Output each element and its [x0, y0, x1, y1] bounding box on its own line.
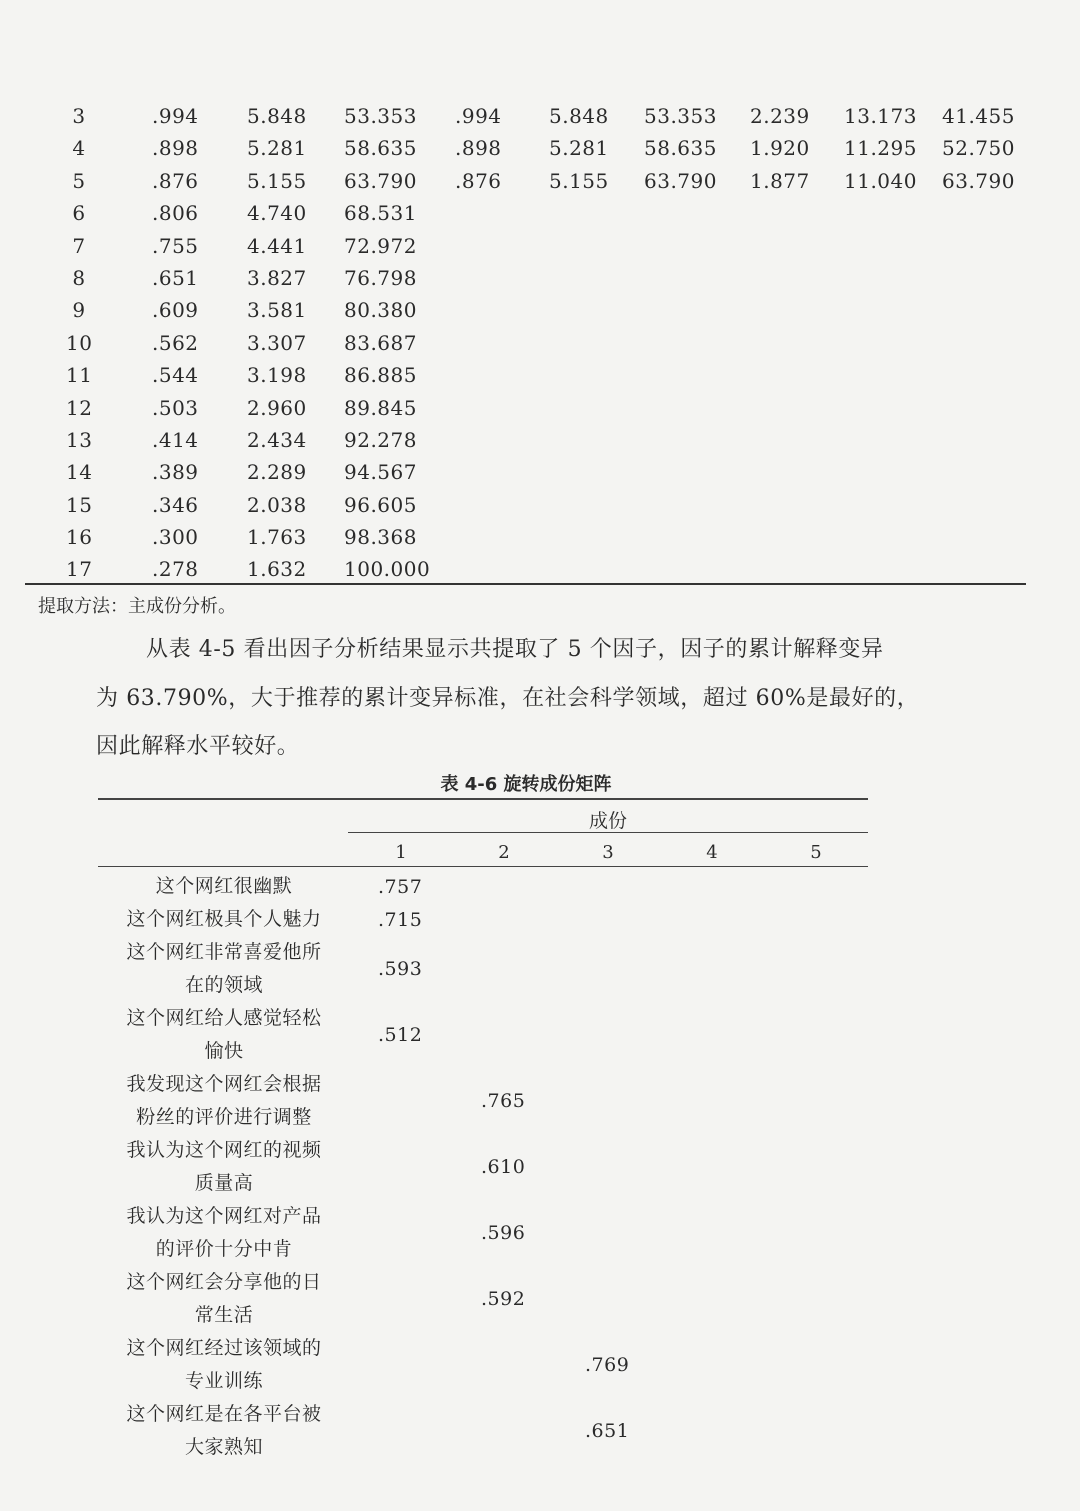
loading-value: .651 [585, 1420, 630, 1442]
group-header-rule [348, 832, 868, 833]
variance-table [0, 100, 1080, 586]
table-row [0, 456, 1080, 488]
item-label-line: 在的领域 [184, 974, 263, 996]
table-row [0, 1132, 1080, 1198]
item-label [108, 903, 340, 936]
table-cell: 5 [72, 168, 86, 193]
item-label [108, 870, 340, 903]
item-label-line: 粉丝的评价进行调整 [136, 1106, 312, 1128]
table-cell: 2.239 [750, 104, 810, 128]
table-row [0, 424, 1080, 456]
column-header: 5 [810, 842, 822, 863]
table-cell: 52.750 [942, 136, 1015, 161]
table-cell: 5.281 [549, 136, 609, 161]
table-cell: 16 [66, 525, 93, 550]
table-cell: .651 [152, 265, 199, 290]
table-cell: 53.353 [644, 104, 717, 128]
table-row [0, 489, 1080, 521]
item-label-line: 专业训练 [184, 1370, 263, 1392]
table-row [0, 1396, 1080, 1462]
table-cell: 13.173 [844, 104, 917, 128]
table-cell: 11.040 [844, 168, 917, 193]
table-cell: .503 [152, 395, 199, 420]
table-cell: 53.353 [344, 104, 417, 128]
item-label [108, 1398, 340, 1464]
item-label-line: 这个网红是在各平台被 [126, 1403, 322, 1425]
column-header: 1 [395, 842, 407, 863]
loading-value: .512 [378, 1024, 423, 1046]
table-row [0, 553, 1080, 585]
table-row [0, 359, 1080, 391]
table-cell: 3 [72, 104, 86, 128]
table-cell: 11.295 [844, 136, 917, 161]
table-cell: .898 [152, 136, 199, 161]
table-cell: 3.198 [247, 363, 307, 388]
table-cell: 98.368 [344, 525, 417, 550]
table-cell: .346 [152, 492, 199, 517]
table-row [0, 262, 1080, 294]
table-cell: 41.455 [942, 104, 1015, 128]
table-cell: 89.845 [344, 395, 417, 420]
table-cell: .876 [455, 168, 502, 193]
item-label-line: 的评价十分中肯 [155, 1238, 293, 1260]
table-cell: 92.278 [344, 427, 417, 452]
table-cell: 96.605 [344, 492, 417, 517]
table-row [0, 327, 1080, 359]
extraction-method-note: 提取方法：主成份分析。 [38, 596, 236, 617]
table-row [0, 392, 1080, 424]
table-cell: .414 [152, 427, 199, 452]
item-label-line: 我认为这个网红的视频 [126, 1139, 322, 1161]
table-cell: 7 [72, 233, 86, 258]
table-cell: 1.632 [247, 557, 307, 582]
table-cell: .389 [152, 460, 199, 485]
table-row [0, 1264, 1080, 1330]
table-cell: 1.763 [247, 525, 307, 550]
loading-value: .757 [378, 875, 423, 898]
column-header: 3 [602, 842, 614, 863]
table-row [0, 100, 1080, 132]
item-label-line: 这个网红会分享他的日 [126, 1271, 322, 1293]
table-cell: 63.790 [644, 168, 717, 193]
table-cell: .278 [152, 557, 199, 582]
table-cell: .876 [152, 168, 199, 193]
table-cell: .562 [152, 330, 199, 355]
item-label-line: 常生活 [194, 1304, 254, 1326]
table-cell: 2.434 [247, 427, 307, 452]
table-cell: .994 [152, 104, 199, 128]
table-cell: .300 [152, 525, 199, 550]
table-title [0, 770, 1080, 796]
item-label-line: 大家熟知 [184, 1436, 263, 1458]
table-cell: 83.687 [344, 330, 417, 355]
item-label [108, 1002, 340, 1068]
paragraph-line-1: 从表 4-5 看出因子分析结果显示共提取了 5 个因子，因子的累计解释变异 [146, 637, 884, 662]
item-label [108, 1200, 340, 1266]
table-cell: 1.877 [750, 168, 810, 193]
loading-value: .592 [481, 1288, 526, 1310]
table-cell: 72.972 [344, 233, 417, 258]
table-cell: 58.635 [344, 136, 417, 161]
table-row [0, 1198, 1080, 1264]
table-cell: 2.960 [247, 395, 307, 420]
item-label [108, 1332, 340, 1398]
table-cell: 63.790 [942, 168, 1015, 193]
table-cell: .994 [455, 104, 502, 128]
table-cell: 4 [72, 136, 86, 161]
item-label-line: 这个网红经过该领域的 [126, 1337, 322, 1359]
table-cell: 8 [72, 265, 86, 290]
table-cell: 3.307 [247, 330, 307, 355]
loading-value: .596 [481, 1222, 526, 1244]
table-row [0, 132, 1080, 164]
table-cell: 11 [66, 363, 93, 388]
table-row [0, 294, 1080, 326]
table-cell: .898 [455, 136, 502, 161]
table-row [0, 230, 1080, 262]
item-label-line: 这个网红给人感觉轻松 [126, 1007, 322, 1029]
table-top-rule [98, 798, 868, 800]
item-label [108, 1266, 340, 1332]
table-cell: 3.827 [247, 265, 307, 290]
table-row [0, 1000, 1080, 1066]
item-label-line: 质量高 [194, 1172, 254, 1194]
table-cell: 3.581 [247, 298, 307, 323]
table-row [0, 197, 1080, 229]
item-label-line: 愉快 [204, 1040, 244, 1062]
table-cell: 5.155 [247, 168, 307, 193]
item-label-line: 我认为这个网红对产品 [126, 1205, 322, 1227]
table-cell: 14 [66, 460, 93, 485]
paragraph-line-3: 因此解释水平较好。 [96, 734, 300, 759]
table-cell: 6 [72, 201, 86, 226]
table-cell: 15 [66, 492, 93, 517]
table-cell: 13 [66, 427, 93, 452]
item-label [108, 1134, 340, 1200]
table-row [0, 1066, 1080, 1132]
item-label-line: 这个网红非常喜爱他所 [126, 941, 322, 963]
table-cell: 86.885 [344, 363, 417, 388]
component-group-header: 成份 [588, 810, 627, 832]
table-row [0, 165, 1080, 197]
column-header: 4 [706, 842, 718, 863]
loading-value: .593 [378, 958, 423, 980]
table-title-text: 表 4-6 旋转成份矩阵 [440, 774, 612, 795]
item-label-line: 这个网红极具个人魅力 [126, 908, 322, 930]
table-row [0, 1330, 1080, 1396]
table-cell: 5.848 [247, 104, 307, 128]
loading-value: .765 [481, 1090, 526, 1112]
item-label [108, 936, 340, 1002]
table-cell: 94.567 [344, 460, 417, 485]
header-bottom-rule [98, 866, 868, 867]
table-cell: .755 [152, 233, 199, 258]
table-cell: 10 [66, 330, 93, 355]
paragraph-line-2: 为 63.790%，大于推荐的累计变异标准，在社会科学领域，超过 60%是最好的， [96, 685, 920, 711]
loading-value: .769 [585, 1354, 630, 1376]
table-cell: 2.038 [247, 492, 307, 517]
table-cell: 5.848 [549, 104, 609, 128]
table-row [0, 868, 1080, 901]
table-cell: 17 [66, 557, 93, 582]
table-row [0, 934, 1080, 1000]
table-cell: 68.531 [344, 201, 417, 226]
table-cell: .544 [152, 363, 199, 388]
item-label-line: 这个网红很幽默 [155, 875, 293, 897]
table-cell: 63.790 [344, 168, 417, 193]
item-label-line: 我发现这个网红会根据 [126, 1073, 322, 1095]
table-row [0, 521, 1080, 553]
loading-value: .610 [481, 1156, 526, 1178]
loading-value: .715 [378, 908, 423, 931]
body-paragraph [96, 626, 996, 772]
item-label [108, 1068, 340, 1134]
table-row [0, 901, 1080, 934]
table-cell: 5.281 [247, 136, 307, 161]
table-cell: 1.920 [750, 136, 810, 161]
rotated-component-matrix [0, 868, 1080, 1462]
table-cell: 5.155 [549, 168, 609, 193]
table-cell: 100.000 [344, 557, 431, 582]
table-cell: 9 [72, 298, 86, 323]
table-bottom-rule [25, 583, 1026, 585]
table-cell: .609 [152, 298, 199, 323]
table-cell: 58.635 [644, 136, 717, 161]
column-header: 2 [498, 842, 510, 863]
table-cell: 12 [66, 395, 93, 420]
table-cell: 76.798 [344, 265, 417, 290]
table-cell: 4.441 [247, 233, 307, 258]
table-cell: .806 [152, 201, 199, 226]
table-cell: 80.380 [344, 298, 417, 323]
table-cell: 4.740 [247, 201, 307, 226]
table-cell: 2.289 [247, 460, 307, 485]
